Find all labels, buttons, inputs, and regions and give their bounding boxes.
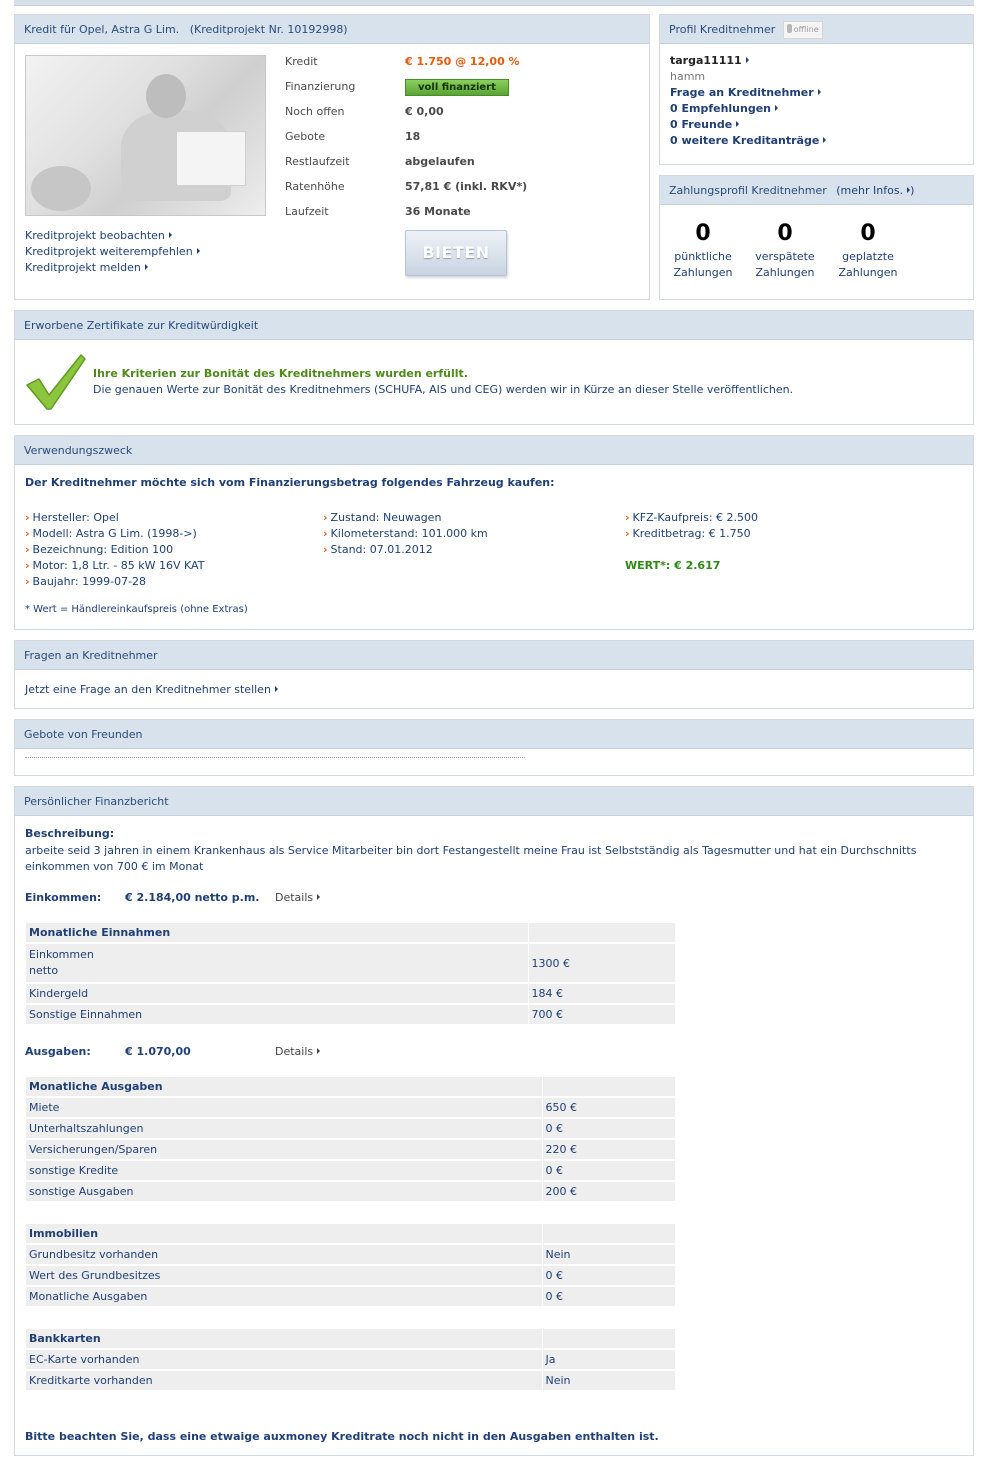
table-row: Unterhaltszahlungen 0 € — [26, 1118, 675, 1139]
arrow-right-icon — [169, 232, 172, 238]
property-table — [26, 1224, 675, 1308]
open-value: € 0,00 — [405, 105, 444, 118]
friends-bids-header: Gebote von Freunden — [15, 720, 973, 749]
profile-info — [670, 53, 826, 149]
description-label: Beschreibung: — [25, 827, 115, 840]
income-table-title: Monatliche Einnahmen — [26, 923, 528, 943]
table-row: Grundbesitz vorhanden Nein — [26, 1244, 675, 1265]
purpose-panel — [14, 435, 974, 630]
table-row: Miete 650 € — [26, 1097, 675, 1118]
profile-title: Profil Kreditnehmer — [669, 23, 776, 36]
credit-value: € 1.750 @ 12,00 % — [405, 55, 520, 68]
arrow-right-icon — [317, 894, 320, 900]
borrower-profile-panel — [659, 14, 974, 165]
other-loans-link[interactable]: 0 weitere Kreditanträge — [670, 133, 826, 149]
loan-photo — [25, 55, 266, 216]
financial-report-header: Persönlicher Finanzbericht — [15, 787, 973, 816]
vehicle-value: WERT*: € 2.617 — [625, 559, 721, 572]
checkmark-icon — [25, 351, 87, 413]
late-count: 0 — [777, 221, 793, 246]
friends-link[interactable]: 0 Freunde — [670, 117, 826, 133]
table-row: Kindergeld 184 € — [26, 983, 675, 1004]
table-row: Einkommen netto 1300 € — [26, 943, 675, 983]
rate-value: 57,81 € (inkl. RKV*) — [405, 180, 528, 193]
loan-links — [25, 228, 200, 276]
remaining-value: abgelaufen — [405, 155, 475, 168]
ask-borrower-link[interactable]: Frage an Kreditnehmer — [670, 85, 826, 101]
recommend-project-link[interactable]: Kreditprojekt weiterempfehlen — [25, 244, 200, 260]
table-row: Monatliche Ausgaben 0 € — [26, 1286, 675, 1307]
certificates-header: Erworbene Zertifikate zur Kreditwürdigkeit — [15, 311, 973, 340]
description-text: arbeite seid 3 jahren in einem Krankenhaus als Service Mitarbeiter bin dort Festangestellt meine Frau ist Selbstständig als Tagesmutter und hat ein Durchschnitts einkommen von 700 € im Monat — [25, 844, 917, 873]
loan-project-number: (Kreditprojekt Nr. 10192998) — [189, 23, 348, 36]
bank-cards-table-title: Bankkarten — [26, 1329, 542, 1349]
arrow-right-icon — [197, 248, 200, 254]
credit-label: Kredit — [285, 55, 318, 68]
table-row: Versicherungen/Sparen 220 € — [26, 1139, 675, 1160]
vehicle-details-col2: › Zustand: Neuwagen › Kilometerstand: 101.000 km › Stand: 07.01.2012 — [323, 511, 488, 556]
stat-on-time: 0 pünktliche Zahlungen — [663, 222, 743, 281]
expenses-label: Ausgaben: — [25, 1045, 91, 1058]
profile-header — [660, 15, 973, 44]
certificate-note: Die genauen Werte zur Bonität des Kreditnehmers (SCHUFA, AIS und CEG) werden wir in Kürze an dieser Stelle veröffentlichen. — [93, 383, 794, 396]
vehicle-details-col3: › KFZ-Kaufpreis: € 2.500 › Kreditbetrag: € 1.750 WERT*: € 2.617 — [625, 511, 759, 572]
questions-header: Fragen an Kreditnehmer — [15, 641, 973, 670]
income-details-link[interactable]: Details — [275, 891, 320, 904]
arrow-right-icon — [823, 137, 826, 143]
recommendations-link[interactable]: 0 Empfehlungen — [670, 101, 826, 117]
table-row: sonstige Ausgaben 200 € — [26, 1181, 675, 1202]
user-city: hamm — [670, 70, 706, 83]
arrow-right-icon — [746, 57, 749, 63]
open-label: Noch offen — [285, 105, 345, 118]
loan-panel — [14, 14, 650, 300]
financing-badge: voll finanziert — [405, 79, 509, 96]
expenses-details-link[interactable]: Details — [275, 1045, 320, 1058]
income-table — [26, 923, 675, 1026]
payment-profile-header — [660, 176, 973, 205]
friends-bids-clipped-text — [25, 757, 525, 760]
top-bar — [14, 0, 974, 6]
arrow-right-icon — [275, 686, 278, 692]
loan-title: Kredit für Opel, Astra G Lim. — [24, 23, 180, 36]
purpose-header: Verwendungszweck — [15, 436, 973, 465]
auxmoney-note: Bitte beachten Sie, dass eine etwaige auxmoney Kreditrate noch nicht in den Ausgaben enthalten ist. — [25, 1430, 659, 1443]
certificates-panel — [14, 310, 974, 425]
stat-failed: 0 geplatzte Zahlungen — [828, 222, 908, 281]
friends-bids-panel — [14, 719, 974, 776]
username-link[interactable]: targa11111 — [670, 53, 826, 69]
income-label: Einkommen: — [25, 891, 102, 904]
table-row: sonstige Kredite 0 € — [26, 1160, 675, 1181]
financing-label: Finanzierung — [285, 80, 356, 93]
certificate-success: Ihre Kriterien zur Bonität des Kreditnehmers wurden erfüllt. — [93, 367, 468, 380]
offline-badge: offline — [783, 21, 823, 39]
table-row: EC-Karte vorhanden Ja — [26, 1349, 675, 1370]
property-table-title: Immobilien — [26, 1224, 542, 1244]
bids-value: 18 — [405, 130, 421, 143]
value-footnote: * Wert = Händlereinkaufspreis (ohne Extras) — [25, 604, 248, 615]
expenses-value: € 1.070,00 — [125, 1045, 191, 1058]
arrow-right-icon — [317, 1048, 320, 1054]
remaining-label: Restlaufzeit — [285, 155, 350, 168]
table-row: Sonstige Einnahmen 700 € — [26, 1004, 675, 1025]
financial-report-panel — [14, 786, 974, 1456]
report-project-link[interactable]: Kreditprojekt melden — [25, 260, 200, 276]
table-row: Kreditkarte vorhanden Nein — [26, 1370, 675, 1391]
person-icon — [787, 24, 792, 33]
purpose-title: Der Kreditnehmer möchte sich vom Finanzierungsbetrag folgendes Fahrzeug kaufen: — [25, 476, 555, 489]
more-info-link[interactable]: (mehr Infos. ) — [836, 184, 915, 197]
rate-label: Ratenhöhe — [285, 180, 345, 193]
arrow-right-icon — [818, 89, 821, 95]
bids-label: Gebote — [285, 130, 326, 143]
on-time-count: 0 — [695, 221, 711, 246]
payment-profile-panel — [659, 175, 974, 300]
arrow-right-icon — [145, 264, 148, 270]
failed-count: 0 — [860, 221, 876, 246]
bank-cards-table — [26, 1329, 675, 1392]
table-row: Wert des Grundbesitzes 0 € — [26, 1265, 675, 1286]
ask-question-link[interactable]: Jetzt eine Frage an den Kreditnehmer stellen — [25, 683, 278, 696]
bid-button[interactable]: BIETEN — [405, 230, 507, 276]
questions-panel — [14, 640, 974, 709]
arrow-right-icon — [736, 121, 739, 127]
certificate-text — [93, 366, 793, 398]
arrow-right-icon — [775, 105, 778, 111]
loan-details — [285, 53, 527, 228]
expenses-summary — [25, 1045, 425, 1058]
stat-late: 0 verspätete Zahlungen — [745, 222, 825, 281]
term-value: 36 Monate — [405, 205, 471, 218]
payment-profile-title: Zahlungsprofil Kreditnehmer — [669, 184, 827, 197]
expenses-table-title: Monatliche Ausgaben — [26, 1077, 542, 1097]
term-label: Laufzeit — [285, 205, 329, 218]
income-summary — [25, 891, 425, 904]
income-value: € 2.184,00 netto p.m. — [125, 891, 260, 904]
watch-project-link[interactable]: Kreditprojekt beobachten — [25, 228, 200, 244]
vehicle-details-col1: › Hersteller: Opel › Modell: Astra G Lim. (1998->) › Bezeichnung: Edition 100 › Motor: 1,8 Ltr. - 85 kW 16V KAT › Baujahr: 1999-07-28 — [25, 511, 205, 588]
expenses-table — [26, 1077, 675, 1203]
loan-panel-header — [15, 15, 649, 44]
